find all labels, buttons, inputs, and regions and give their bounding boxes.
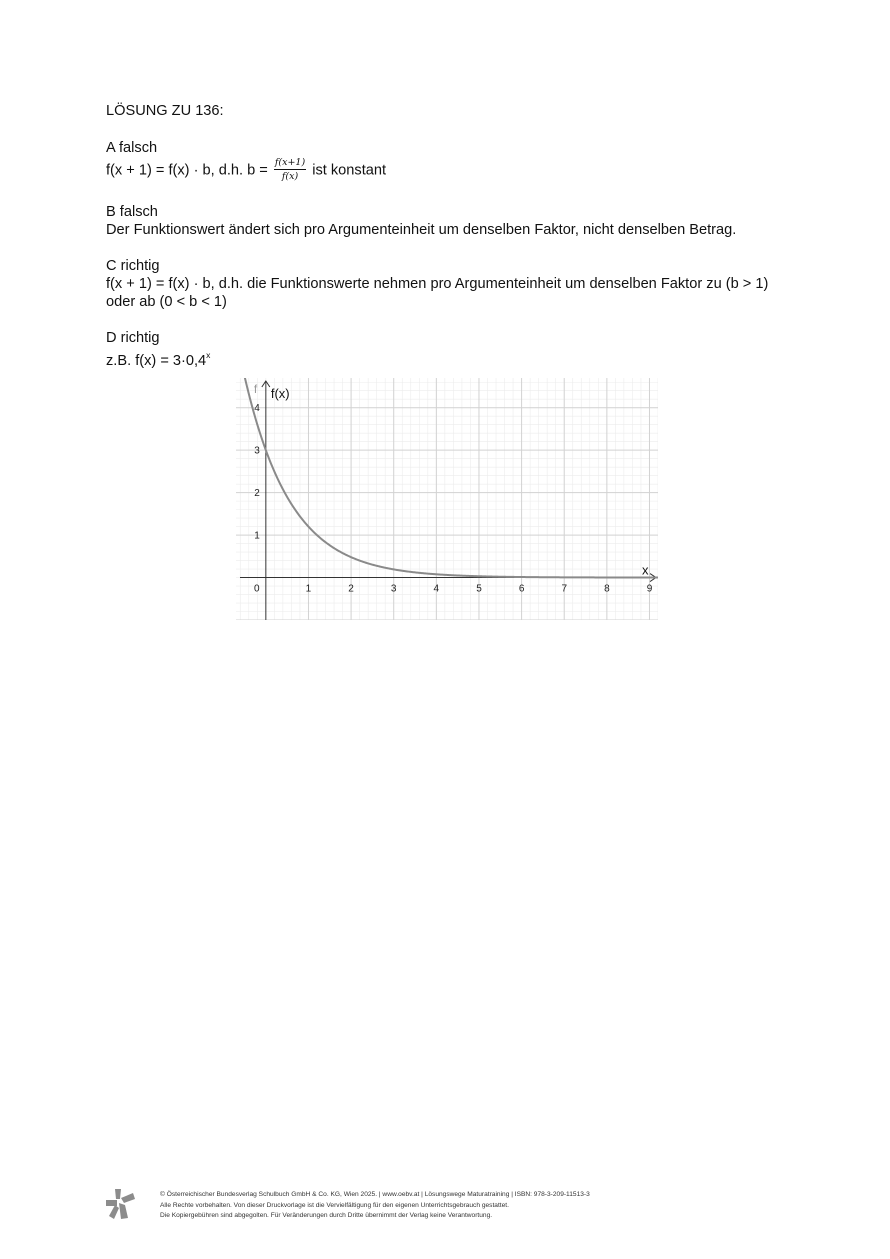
chart-axes (240, 381, 656, 620)
y-axis-label: f(x) (270, 386, 290, 401)
option-a-title: A falsch (106, 140, 158, 156)
x-tick-label: 6 (518, 583, 525, 595)
y-tick-label: 3 (254, 445, 260, 457)
option-d-example-base: z.B. f(x) = 3·0,4 (106, 352, 207, 369)
option-a-text-suffix: ist konstant (312, 162, 387, 179)
x-tick-label: 1 (305, 583, 312, 595)
y-tick-label: 2 (254, 488, 260, 500)
x-tick-label: 2 (348, 583, 354, 595)
chart-major-grid (236, 378, 658, 620)
publisher-logo-icon (104, 1188, 136, 1220)
option-c-explanation-line-2: oder ab (0 < b < 1) (106, 294, 227, 310)
x-tick-label: 5 (476, 583, 482, 595)
y-tick-label: 1 (254, 530, 260, 542)
option-a-explanation (106, 158, 386, 183)
x-tick-label: 4 (433, 583, 440, 595)
fraction-numerator: f(x+1) (274, 157, 306, 168)
page-title: LÖSUNG ZU 136: (106, 103, 224, 119)
x-axis-label: x (642, 562, 649, 578)
footer-line-3: Die Kopiergebühren sind abgegolten. Für Veränderungen durch Dritte übernimmt der Verlag keine Verantwortung. (160, 1212, 493, 1220)
fraction (274, 157, 306, 182)
option-b-title: B falsch (106, 204, 158, 220)
curve-label: f (253, 382, 258, 396)
option-a-text-prefix: f(x + 1) = f(x) · b, d.h. b = (106, 162, 268, 179)
x-tick-label: 9 (646, 583, 653, 595)
y-tick-label: 4 (254, 403, 260, 415)
x-tick-label: 7 (561, 583, 568, 595)
footer-line-2: Alle Rechte vorbehalten. Von dieser Druckvorlage ist die Vervielfältigung für den eigenen Unterrichtsgebrauch gestattet. (160, 1201, 509, 1209)
option-d-title: D richtig (106, 330, 160, 346)
option-b-explanation: Der Funktionswert ändert sich pro Argumenteinheit um denselben Faktor, nicht denselben Betrag. (106, 222, 737, 238)
exponential-function-chart (236, 378, 658, 620)
x-tick-label: 0 (254, 583, 260, 595)
option-c-title: C richtig (106, 258, 160, 274)
footer-copyright (160, 1190, 590, 1222)
fraction-denominator: f(x) (281, 171, 299, 182)
option-d-example (106, 347, 210, 370)
chart-minor-grid (236, 378, 658, 620)
x-tick-label: 8 (604, 583, 610, 595)
footer-line-1: © Österreichischer Bundesverlag Schulbuch GmbH & Co. KG, Wien 2025. | www.oebv.at | Lösungswege Maturatraining | ISBN: 978-3-209-11513-3 (160, 1191, 590, 1198)
option-c-explanation-line-1: f(x + 1) = f(x) · b, d.h. die Funktionswerte nehmen pro Argumenteinheit um denselben Faktor zu (b > 1) (106, 276, 769, 292)
x-tick-label: 3 (390, 583, 397, 595)
option-d-example-exponent: x (206, 350, 211, 360)
